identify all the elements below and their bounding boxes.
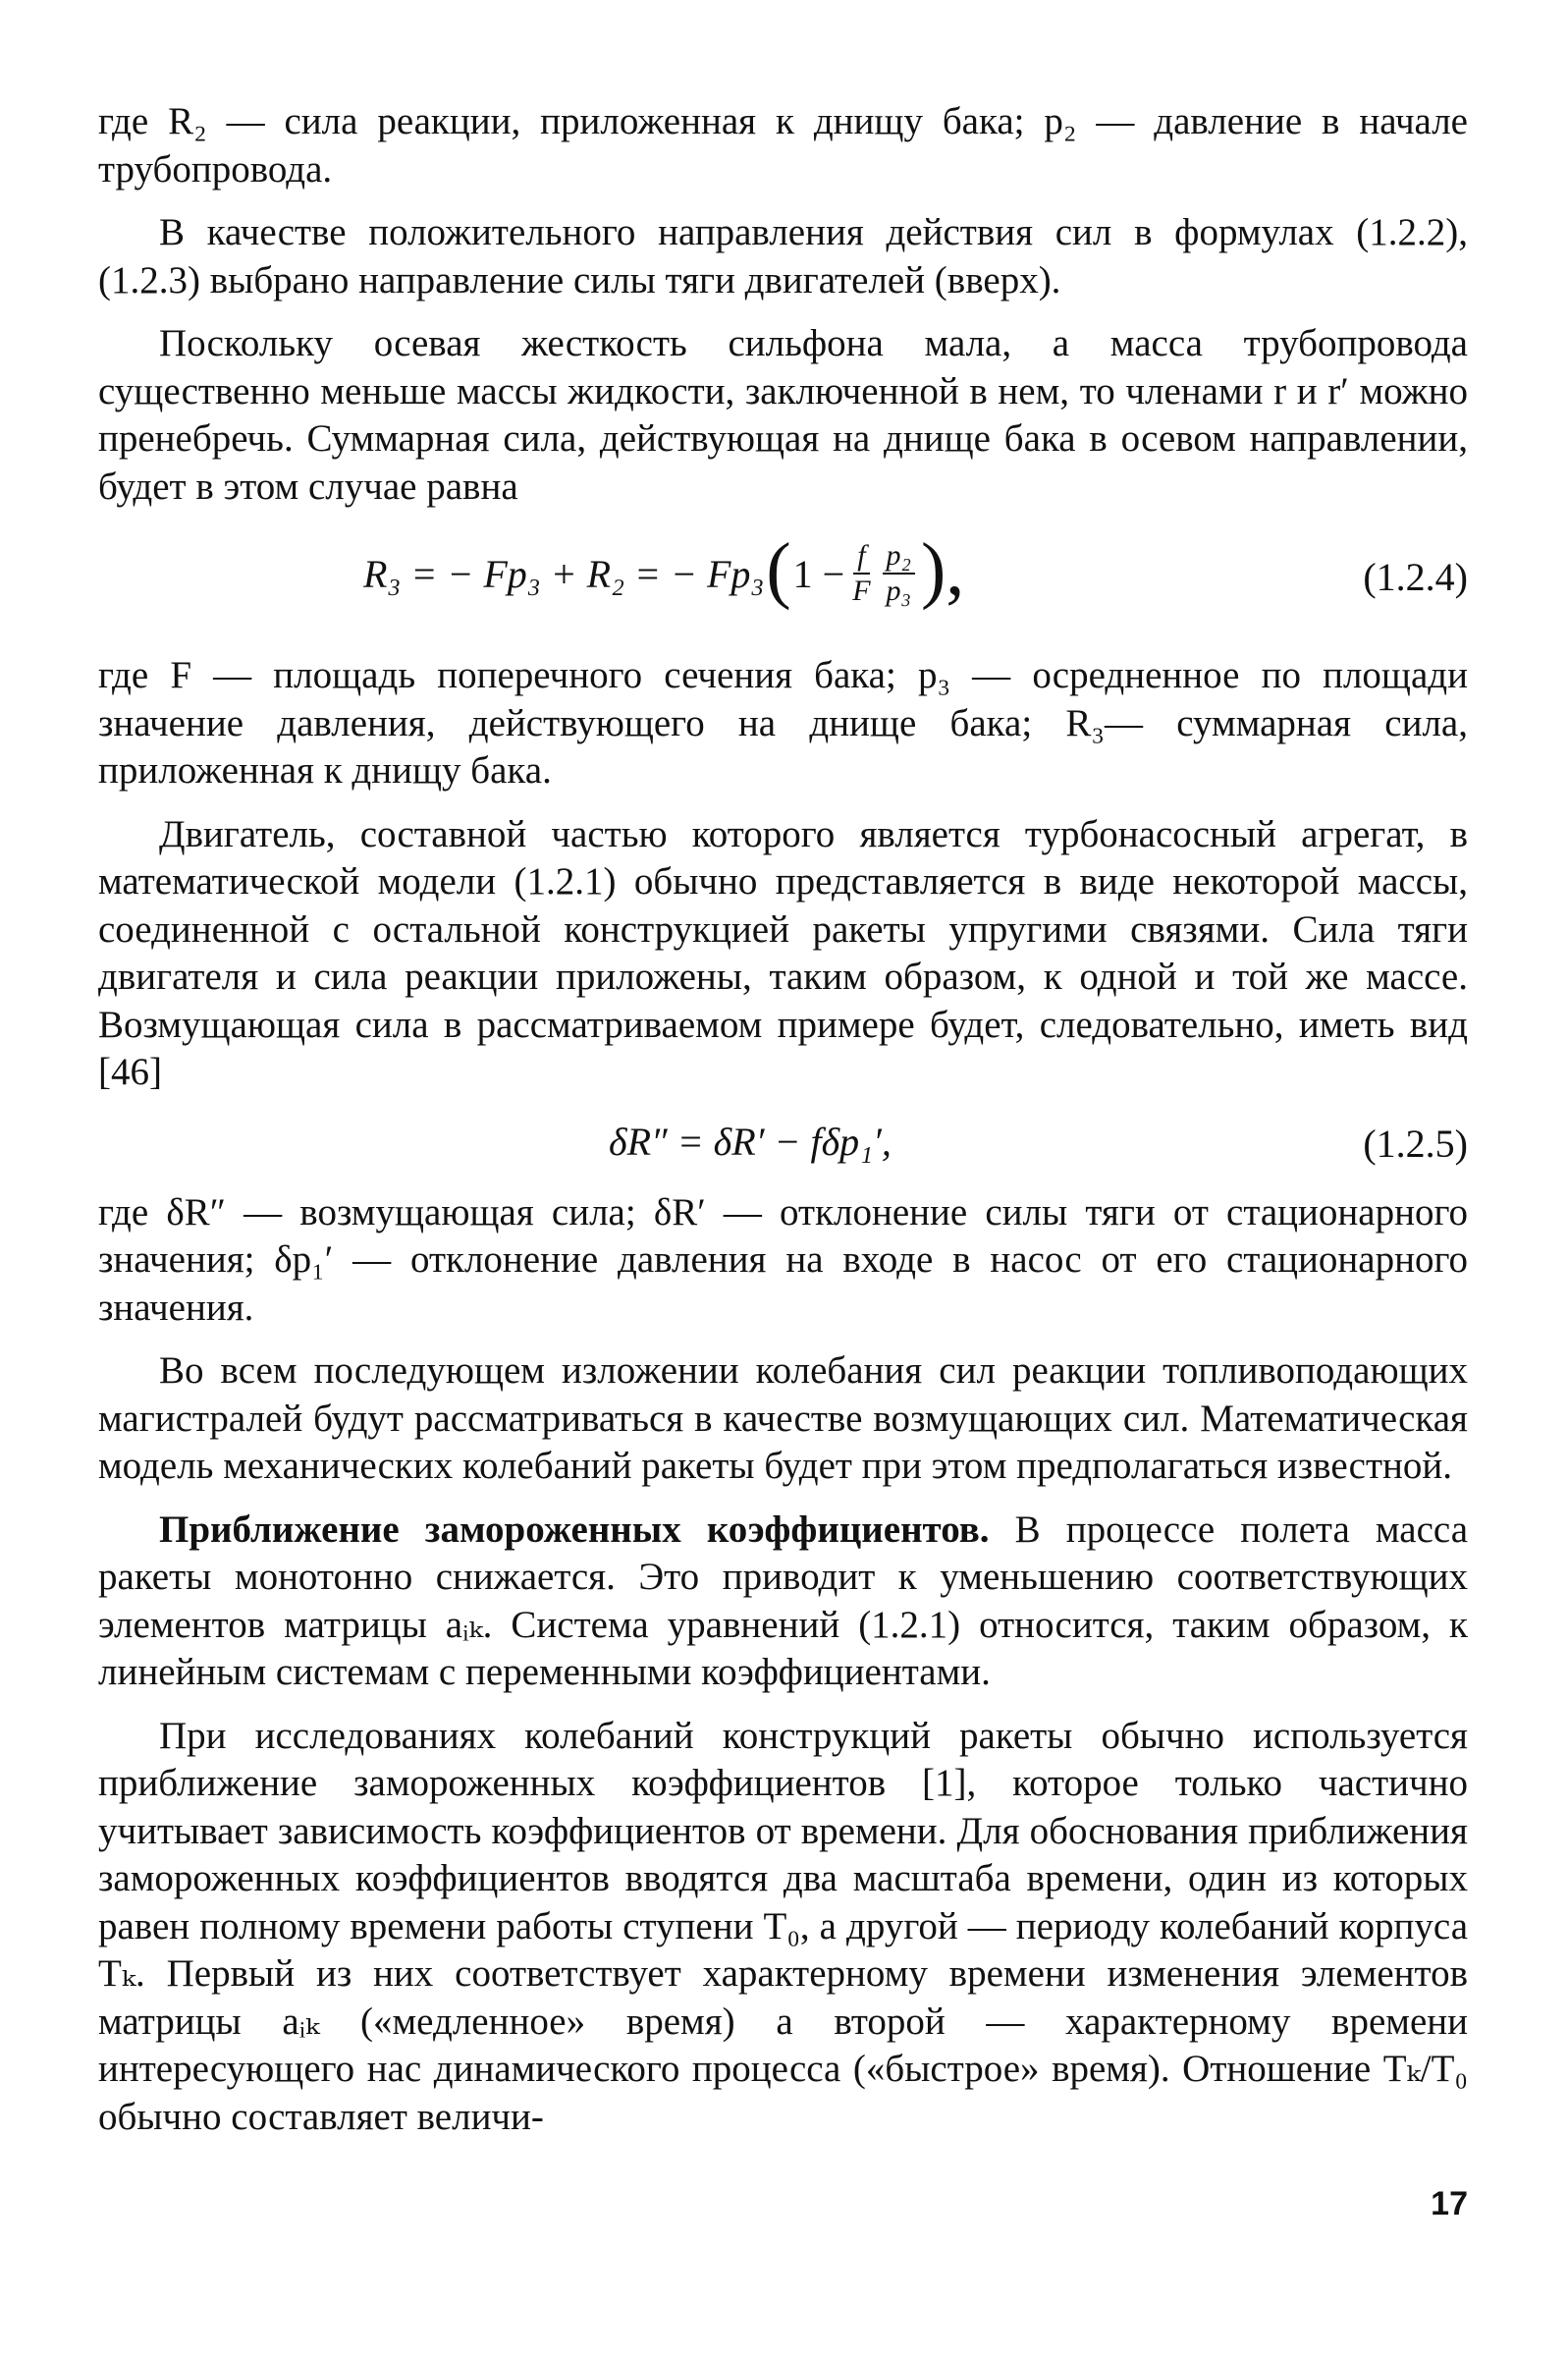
paragraph-7: Во всем последующем изложении колебания сил реакции топливоподающих магистралей будут рассматриваться в качестве возмущающих сил. Математическая модель механических колебаний ракеты будет при этом предполагаться известной.: [98, 1349, 1468, 1487]
equation-1-2-5-formula: δR″ = δR′ − fδp₁′,: [609, 1119, 892, 1164]
fraction-f-over-F: [848, 539, 874, 608]
equation-number: (1.2.4): [1363, 555, 1468, 599]
paragraph-8-text: В процессе полета масса ракеты монотонно снижается. Это приводит к уменьшению соответствующих элементов матрицы aᵢₖ. Система уравнений (1.2.1) относится, таким образом, к линейным системам с переменными коэффициентами.: [98, 1507, 1468, 1693]
fraction-numerator: p₂: [883, 539, 915, 575]
paragraph-4: где F — площадь поперечного сечения бака; p₃ — осредненное по площади значение давления, действующего на днище бака; R₃— суммарная сила, приложенная к днищу бака.: [98, 654, 1468, 792]
open-paren: (: [766, 528, 791, 611]
equation-lhs: R₃ = − Fp₃ + R₂ = − Fp₃: [363, 551, 765, 596]
paragraph-6: где δR″ — возмущающая сила; δR′ — отклонение силы тяги от стационарного значения; δp₁′ — отклонение давления на входе в насос от его стационарного значения.: [98, 1190, 1468, 1329]
section-heading-frozen-coefficients: Приближение замороженных коэффициентов.: [159, 1507, 990, 1551]
page-body: [98, 98, 1468, 2157]
fraction-denominator: F: [852, 575, 871, 607]
paragraph-9: При исследованиях колебаний конструкций ракеты обычно используется приближение замороженных коэффициентов [1], которое только частично учитывает зависимость коэффициентов от времени. Для обоснования приближения замороженных коэффициентов вводятся два масштаба времени, один из которых равен полному времени работы ступени T₀, а другой — периоду колебаний корпуса Tₖ. Первый из них соответствует характерному времени изменения элементов матрицы aᵢₖ («медленное» время) а второй — характерному времени интересующего нас динамического процесса («быстрое» время). Отношение Tₖ/T₀ обычно составляет величи-: [98, 1714, 1468, 2138]
one-minus: 1 −: [792, 551, 845, 596]
fraction-numerator: f: [853, 539, 869, 575]
paragraph-3: Поскольку осевая жесткость сильфона мала, а масса трубопровода существенно меньше массы жидкости, заключенной в нем, то членами r и r′ можно пренебречь. Суммарная сила, действующая на днище бака в осевом направлении, будет в этом случае равна: [98, 322, 1468, 508]
equation-number: (1.2.5): [1363, 1121, 1468, 1166]
equation-1-2-5: [98, 1113, 1468, 1176]
page-number: 17: [1431, 2185, 1468, 2222]
equation-1-2-4: [98, 526, 1468, 634]
fraction-p2-over-p3: [883, 539, 915, 608]
paragraph-2: В качестве положительного направления действия сил в формулах (1.2.2), (1.2.3) выбрано направление силы тяги двигателей (вверх).: [98, 211, 1468, 301]
paragraph-8: [98, 1507, 1468, 1697]
paragraph-5: Двигатель, составной частью которого является турбонасосный агрегат, в математической модели (1.2.1) обычно представляется в виде некоторой массы, соединенной с остальной конструкцией ракеты упругими связями. Сила тяги двигателя и сила реакции приложены, таким образом, к одной и той же массе. Возмущающая сила в рассматриваемом примере будет, следовательно, иметь вид [46]: [98, 812, 1468, 1093]
equation-1-2-4-formula: [363, 528, 966, 611]
fraction-denominator: p₃: [886, 575, 911, 607]
paragraph-1: где R₂ — сила реакции, приложенная к днищу бака; p₂ — давление в начале трубопровода.: [98, 100, 1468, 191]
close-paren: ),: [920, 528, 965, 611]
